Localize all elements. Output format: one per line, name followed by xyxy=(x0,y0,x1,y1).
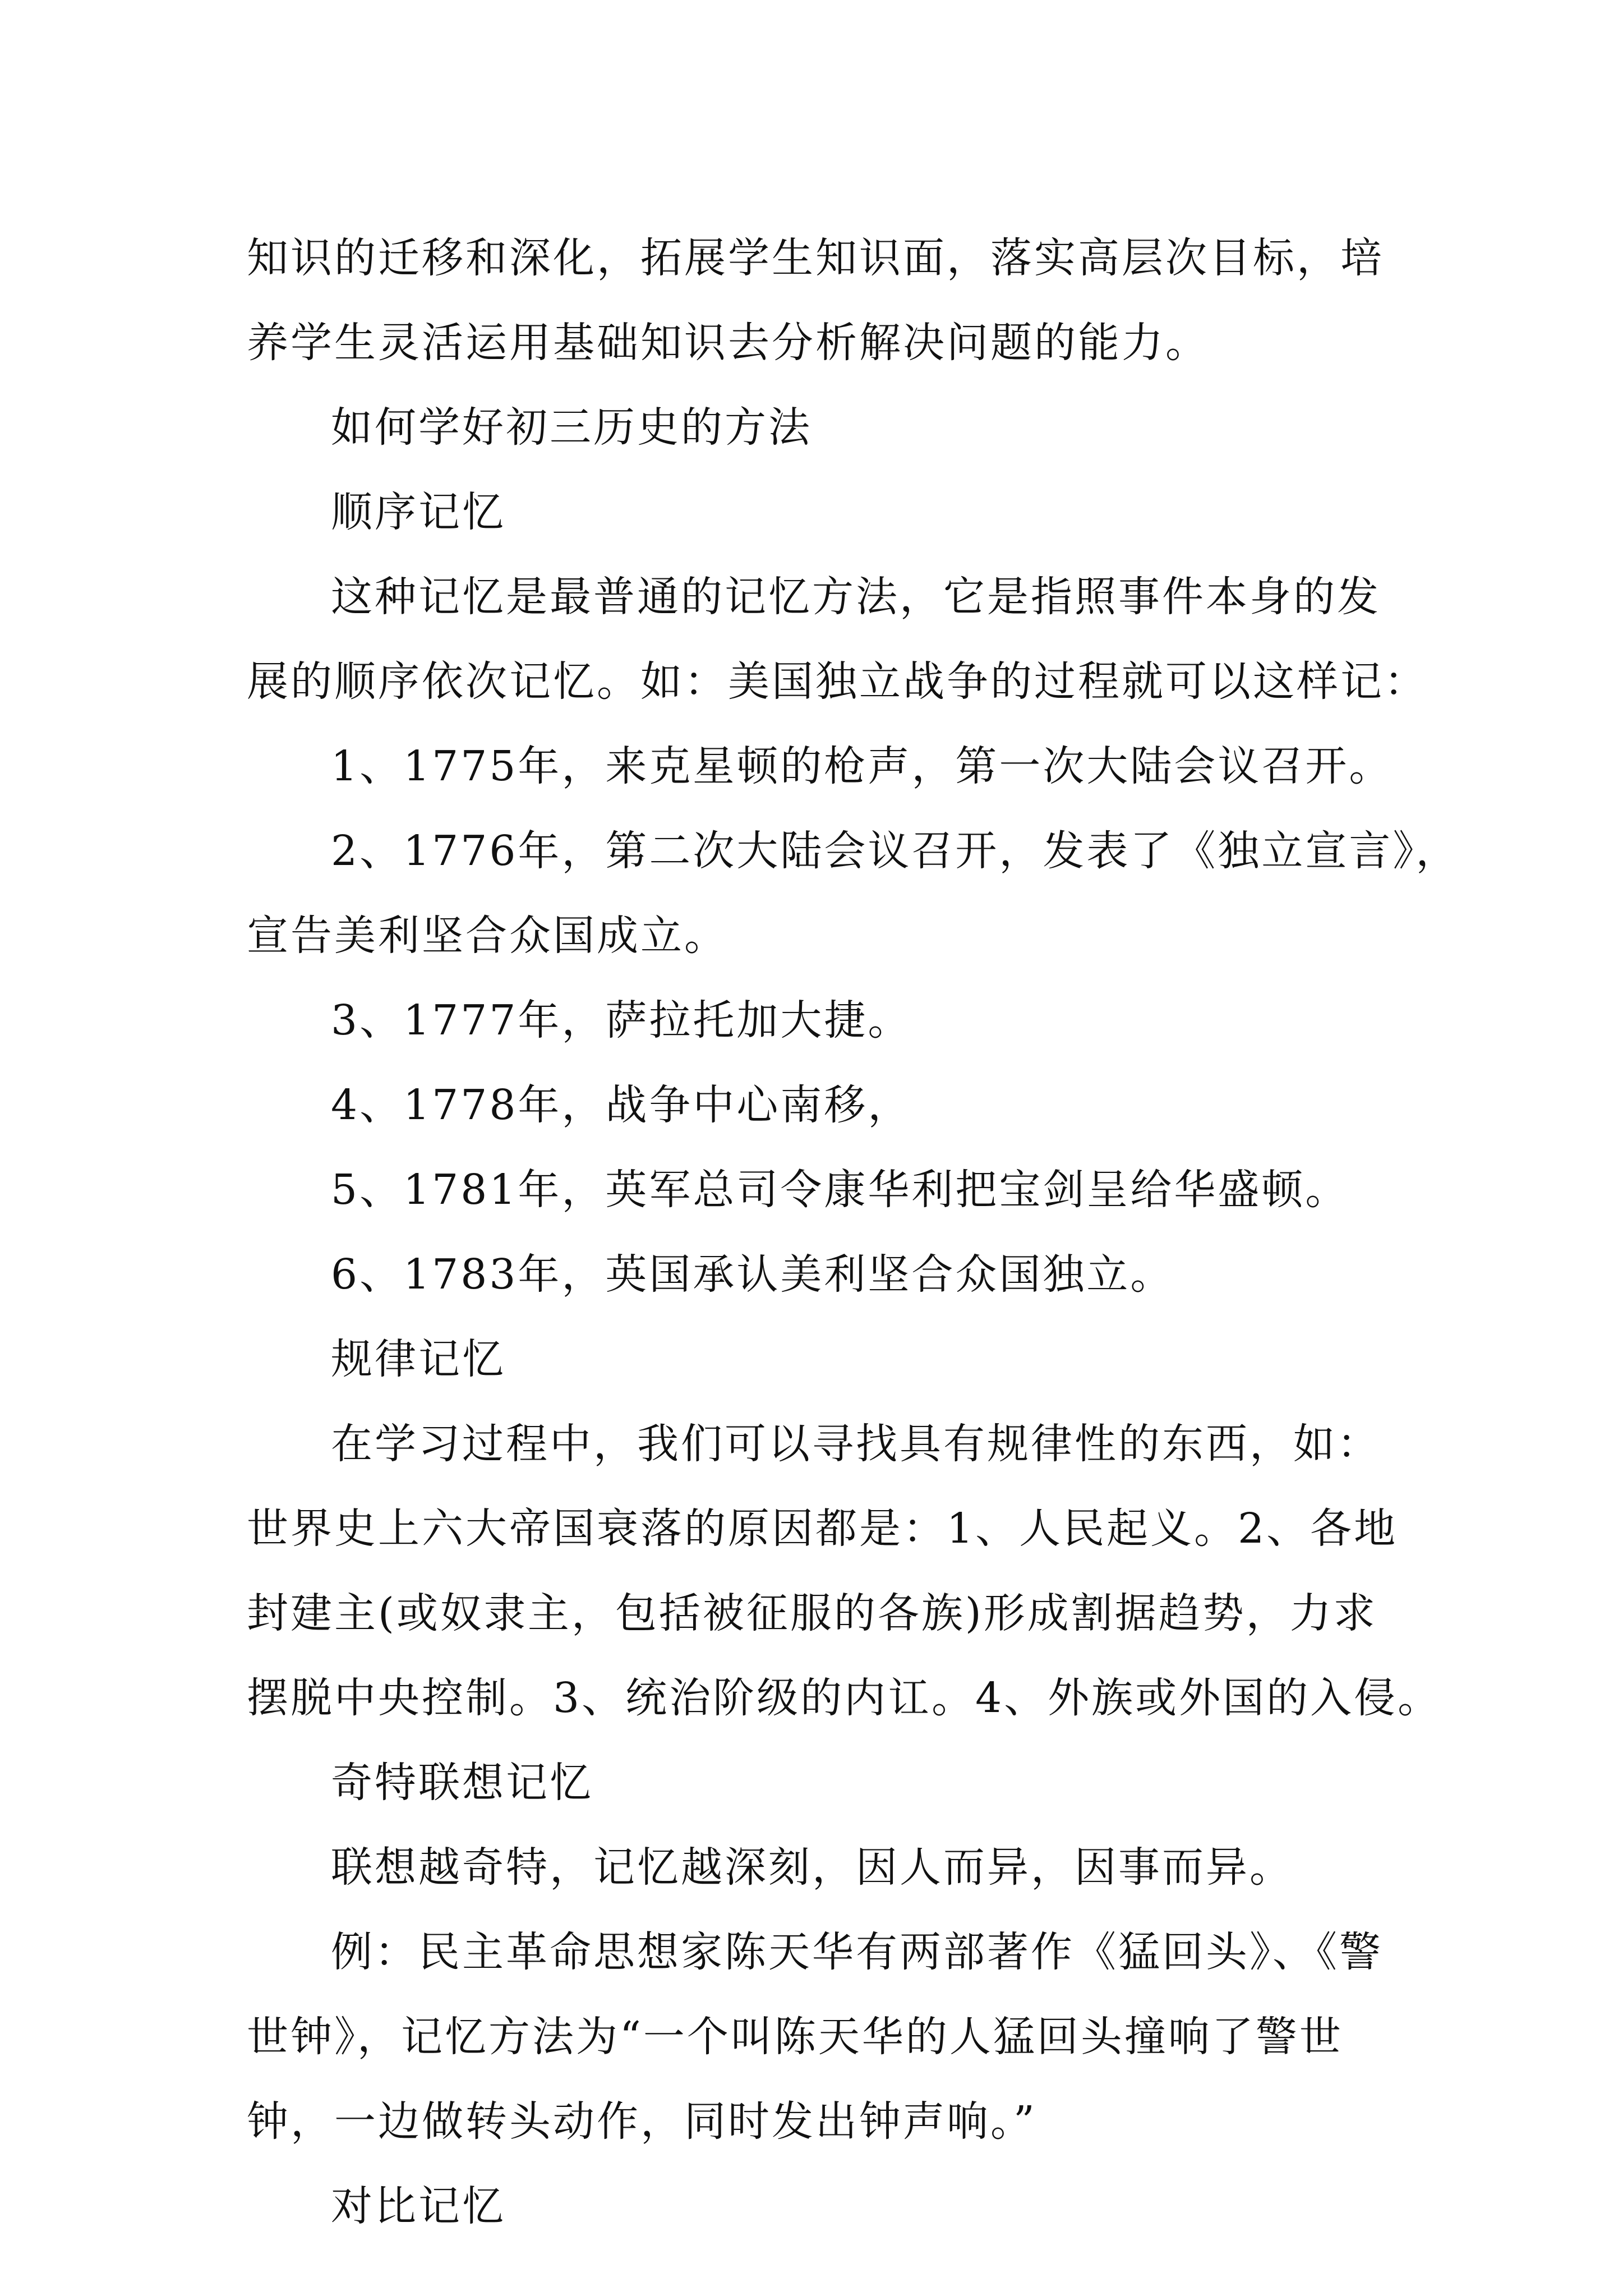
text-line: 养学生灵活运用基础知识去分析解决问题的能力。 xyxy=(247,319,1209,367)
text-line: 摆脱中央控制。3、统治阶级的内讧。4、外族或外国的入侵。 xyxy=(247,1674,1442,1722)
text-line: 规律记忆 xyxy=(331,1335,506,1383)
text-line: 封建主(或奴隶主，包括被征服的各族)形成割据趋势，力求 xyxy=(247,1589,1377,1637)
text-line: 展的顺序依次记忆。如：美国独立战争的过程就可以这样记： xyxy=(247,657,1428,706)
text-line: 2、1776年，第二次大陆会议召开，发表了《独立宣言》， xyxy=(331,827,1460,875)
text-line: 5、1781年，英军总司令康华利把宝剑呈给华盛顿。 xyxy=(331,1166,1349,1214)
text-line: 如何学好初三历史的方法 xyxy=(331,403,812,452)
text-line: 世界史上六大帝国衰落的原因都是：1、人民起义。2、各地 xyxy=(247,1504,1398,1553)
text-line: 对比记忆 xyxy=(331,2182,506,2230)
text-line: 在学习过程中，我们可以寻找具有规律性的东西，如： xyxy=(331,1420,1381,1468)
text-line: 这种记忆是最普通的记忆方法，它是指照事件本身的发 xyxy=(331,573,1381,621)
text-line: 宣告美利坚合众国成立。 xyxy=(247,912,728,960)
text-line: 1、1775年，来克星顿的枪声，第一次大陆会议召开。 xyxy=(331,742,1393,790)
text-line: 知识的迁移和深化，拓展学生知识面，落实高层次目标，培 xyxy=(247,234,1384,282)
text-line: 例：民主革命思想家陈天华有两部著作《猛回头》、《警 xyxy=(331,1928,1383,1976)
document-body xyxy=(247,216,1460,2249)
text-line: 联想越奇特，记忆越深刻，因人而异，因事而异。 xyxy=(331,1843,1293,1892)
text-line: 钟，一边做转头动作，同时发出钟声响。” xyxy=(247,2097,1037,2146)
text-line: 奇特联想记忆 xyxy=(331,1759,593,1807)
text-line: 3、1777年，萨拉托加大捷。 xyxy=(331,996,912,1045)
text-line: 世钟》，记忆方法为“一个叫陈天华的人猛回头撞响了警世 xyxy=(247,2013,1343,2061)
text-line: 4、1778年，战争中心南移， xyxy=(331,1081,912,1129)
text-line: 6、1783年，英国承认美利坚合众国独立。 xyxy=(331,1250,1174,1299)
text-line: 顺序记忆 xyxy=(331,488,506,536)
